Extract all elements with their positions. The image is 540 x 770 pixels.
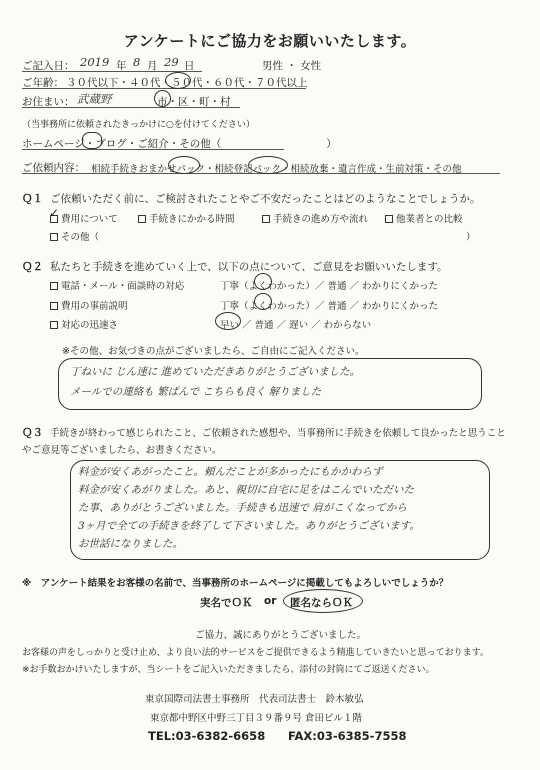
address-handwritten[interactable]: 武蔵野 bbox=[77, 92, 112, 106]
footer-tel: TEL:03-6382-6658 bbox=[148, 729, 266, 743]
checkbox-icon bbox=[385, 215, 393, 223]
q2-answer-line1: 丁ねいに じん速に 進めていただきありがとうございました。 bbox=[70, 366, 361, 378]
q1-question: ご依頼いただく前に、ご検討されたことやご不安だったことはどのようなことでしょうか。 bbox=[50, 193, 481, 205]
gender-options[interactable]: 男性 ・ 女性 bbox=[262, 60, 322, 72]
address-label: お住まい： bbox=[22, 96, 75, 108]
q3-answer-line2: 料金が安くあがりました。あと、親切に自宅に足をはこんでいただいた bbox=[78, 484, 414, 496]
date-day[interactable]: 29 bbox=[164, 55, 179, 69]
q2-row-contact-label: 電話・メール・面談時の対応 bbox=[61, 281, 185, 292]
checkbox-icon bbox=[262, 215, 270, 223]
q2-row-contact bbox=[50, 278, 184, 292]
q2-row-cost-label: 費用の事前説明 bbox=[61, 301, 128, 312]
q1-option-cost-label: 費用について bbox=[61, 214, 118, 225]
q3-question-line1: 手続きが終わって感じられたこと、ご依頼された感想や、当事務所に手続きを依頼して良かったと思うこと bbox=[50, 428, 506, 439]
checkbox-icon bbox=[50, 282, 58, 290]
q1-option-compare-label: 他業者との比較 bbox=[396, 214, 463, 225]
request-circle-2 bbox=[248, 156, 288, 174]
date-month[interactable]: 8 bbox=[133, 55, 141, 69]
q2-number: Ｑ２ bbox=[22, 261, 43, 273]
q3-number: Ｑ３ bbox=[22, 427, 43, 439]
q1-number: Ｑ１ bbox=[22, 193, 43, 205]
checkmark-icon: ✓ bbox=[49, 206, 60, 220]
publish-or: or bbox=[264, 595, 277, 607]
checkbox-icon bbox=[50, 321, 58, 329]
date-day-unit: 日 bbox=[184, 60, 195, 72]
publish-question: ※ アンケート結果をお客様の名前で、当事務所のホームページに掲載してもよろしいでしょうか？ bbox=[22, 578, 449, 589]
address-underline bbox=[22, 107, 240, 108]
date-month-unit: 月 bbox=[147, 60, 158, 72]
age-selected-circle bbox=[165, 72, 191, 89]
q2-row-cost bbox=[50, 298, 128, 312]
q2-cost-circle bbox=[254, 293, 272, 310]
q1-option-process-label: 手続きの進め方や流れ bbox=[273, 214, 369, 225]
q3-answer-line3: た事、ありがとうございました。手続きも迅速で 肩がこくなってから bbox=[78, 502, 407, 514]
q3-answer-line5: お世話になりました。 bbox=[78, 538, 183, 550]
footer-address: 東京都中野区中野三丁目３９番９号 倉田ビル１階 bbox=[150, 713, 363, 724]
q2-speed-circle bbox=[215, 312, 241, 330]
checkbox-icon bbox=[50, 302, 58, 310]
checkbox-icon bbox=[138, 215, 146, 223]
q1-option-other-label: その他（ bbox=[61, 232, 100, 243]
trigger-options[interactable]: ホームページ・ブログ・ご紹介・その他（ ） bbox=[22, 138, 337, 150]
q2-row-contact-scale[interactable]: 丁寧（よくわかった）／ 普通 ／ わかりにくかった bbox=[220, 281, 439, 292]
date-label: ご記入日： bbox=[22, 60, 75, 72]
q1-option-cost[interactable] bbox=[50, 211, 118, 225]
q3-question-line2: やご意見等ございましたら、お書きください。 bbox=[22, 445, 222, 456]
q2-row-speed-scale[interactable]: 早い ／ 普通 ／ 遅い ／ わからない bbox=[220, 320, 372, 331]
footer-office: 東京国際司法書士事務所 代表司法書士 鈴木敏弘 bbox=[145, 694, 364, 705]
closing-line1: お客様の声をしっかりと受け止め、より良い法的サービスをご提供できるよう精進していきたいと思っております。 bbox=[22, 648, 489, 658]
q1-option-time-label: 手続きにかかる時間 bbox=[149, 214, 235, 225]
date-year-unit: 年 bbox=[116, 60, 127, 72]
q3-answer-line4: 3ヶ月で全ての手続きを終了して下さいました。ありがとうございます。 bbox=[78, 520, 420, 532]
q3-answer-line1: 料金が安くあがったこと。頼んだことが多かったにもかかわらず bbox=[78, 466, 383, 478]
q2-row-speed-label: 対応の迅速さ bbox=[61, 320, 119, 331]
publish-option-real[interactable]: 実名でＯＫ bbox=[200, 597, 253, 609]
age-label: ご年齢： bbox=[22, 77, 64, 89]
q2-row-cost-scale[interactable]: 丁寧（よくわかった）／ 普通 ／ わかりにくかった bbox=[220, 301, 439, 312]
q1-option-process[interactable] bbox=[262, 211, 368, 225]
age-options[interactable]: ３０代以下・４０代・５０代・６０代・７０代以上 bbox=[66, 77, 308, 89]
q1-option-compare[interactable] bbox=[385, 211, 463, 225]
request-options[interactable]: 相続手続きおまかせパック・相続登記パック・相続放棄・遺言作成・生前対策・その他 bbox=[91, 164, 462, 175]
age-underline bbox=[22, 88, 306, 89]
footer-fax: FAX:03-6385-7558 bbox=[288, 729, 407, 743]
checkbox-icon bbox=[50, 233, 58, 241]
request-circle-1 bbox=[168, 156, 200, 174]
address-selected-circle bbox=[154, 90, 171, 107]
request-label: ご依頼内容： bbox=[22, 162, 85, 174]
q2-row-speed bbox=[50, 317, 118, 331]
address-options[interactable]: 市・区・町・村 bbox=[157, 96, 231, 108]
publish-anon-circle bbox=[283, 589, 363, 613]
q2-contact-circle bbox=[254, 273, 272, 290]
trigger-underline bbox=[22, 149, 284, 150]
q2-question: 私たちと手続きを進めていく上で、以下の点について、ご意見をお願いいたします。 bbox=[50, 261, 448, 273]
q1-option-time[interactable] bbox=[138, 211, 235, 225]
q1-other-close: ） bbox=[466, 232, 476, 243]
closing-line2: ※お手数おかけいたしますが、当シートをご記入いただきましたら、添付の封筒にてご返送ください。 bbox=[22, 665, 435, 675]
closing-thanks: ご協力、誠にありがとうございました。 bbox=[195, 630, 367, 641]
trigger-note: （当事務所に依頼されたきっかけに○を付けてください） bbox=[22, 120, 255, 130]
q2-note: ※その他、お気づきの点がございましたら、ご自由にご記入ください。 bbox=[62, 346, 365, 357]
trigger-selected-circle bbox=[82, 132, 102, 149]
publish-option-anon[interactable]: 匿名ならＯＫ bbox=[290, 597, 353, 609]
q1-option-other[interactable] bbox=[50, 229, 99, 243]
q2-answer-line2: メールでの連絡も 繁ぱんで こちらも良く 解りました bbox=[70, 386, 322, 398]
survey-title: アンケートにご協力をお願いいたします。 bbox=[123, 32, 417, 50]
date-year[interactable]: 2019 bbox=[80, 55, 110, 69]
